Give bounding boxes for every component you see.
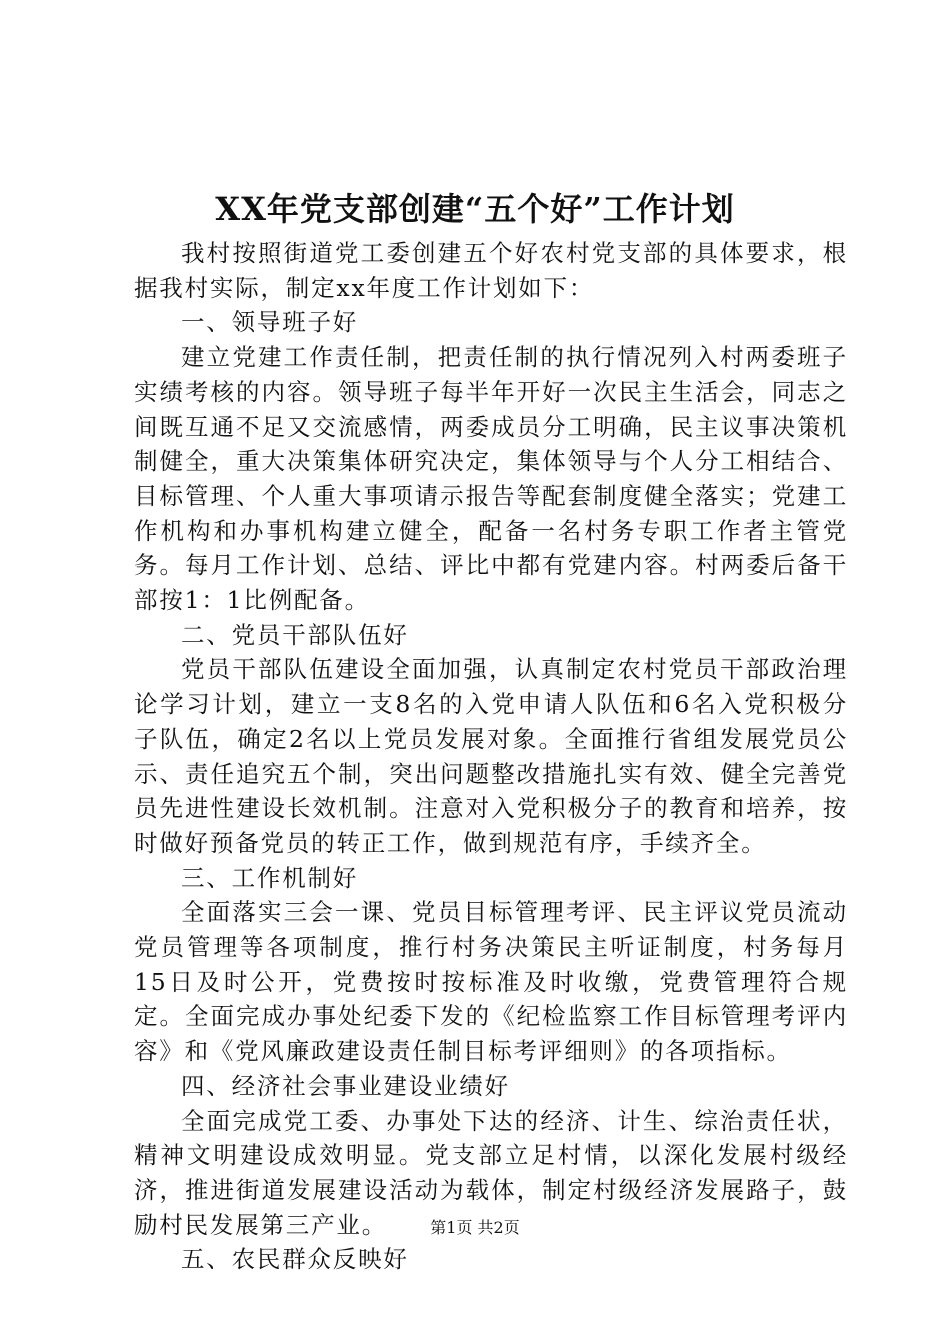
document-title: XX年党支部创建“五个好”工作计划 [215, 190, 735, 228]
section-heading-2: 二、党员干部队伍好 [181, 620, 409, 649]
document-body [134, 236, 848, 1277]
section-heading-5: 五、农民群众反映好 [181, 1245, 409, 1274]
section-body-4: 全面完成党工委、办事处下达的经济、计生、综治责任状，精神文明建设成效明显。党支部立足村情，以深化发展村级经济，推进街道发展建设活动为载体，制定村级经济发展路子，鼓励村民发展第三产业。 [134, 1106, 848, 1239]
page-number: 第1页 共2页 [430, 1218, 520, 1237]
section-heading-3: 三、工作机制好 [181, 863, 359, 892]
section-body-1: 建立党建工作责任制，把责任制的执行情况列入村两委班子实绩考核的内容。领导班子每半年开好一次民主生活会，同志之间既互通不足又交流感情，两委成员分工明确，民主议事决策机制健全，重大决策集体研究决定，集体领导与个人分工相结合、目标管理、个人重大事项请示报告等配套制度健全落实；党建工作机构和办事机构建立健全，配备一名村务专职工作者主管党务。每月工作计划、总结、评比中都有党建内容。村两委后备干部按1：1比例配备。 [134, 343, 848, 615]
section-heading-4: 四、经济社会事业建设业绩好 [181, 1071, 510, 1100]
intro-paragraph: 我村按照街道党工委创建五个好农村党支部的具体要求，根据我村实际，制定xx年度工作计划如下： [134, 239, 848, 302]
section-heading-1: 一、领导班子好 [181, 308, 359, 337]
section-body-3: 全面落实三会一课、党员目标管理考评、民主评议党员流动党员管理等各项制度，推行村务决策民主听证制度，村务每月15日及时公开，党费按时按标准及时收缴，党费管理符合规定。全面完成办事处纪委下发的《纪检监察工作目标管理考评内容》和《党风廉政建设责任制目标考评细则》的各项指标。 [134, 898, 848, 1066]
section-body-2: 党员干部队伍建设全面加强，认真制定农村党员干部政治理论学习计划，建立一支8名的入党申请人队伍和6名入党积极分子队伍，确定2名以上党员发展对象。全面推行省组发展党员公示、责任追究五个制，突出问题整改措施扎实有效、健全完善党员先进性建设长效机制。注意对入党积极分子的教育和培养，按时做好预备党员的转正工作，做到规范有序，手续齐全。 [134, 655, 848, 857]
